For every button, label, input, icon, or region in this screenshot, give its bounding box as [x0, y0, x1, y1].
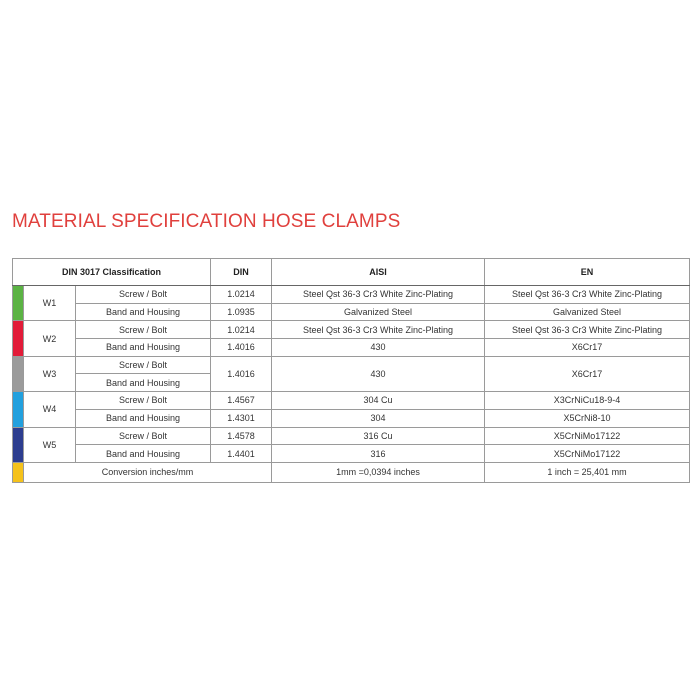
component-type: Screw / Bolt — [76, 356, 211, 374]
conversion-row — [13, 462, 690, 482]
w5-color-bar — [13, 427, 24, 462]
component-type: Screw / Bolt — [76, 286, 211, 304]
aisi-value: 304 — [272, 409, 485, 427]
component-type: Screw / Bolt — [76, 427, 211, 445]
en-value: X3CrNiCu18-9-4 — [485, 392, 690, 410]
aisi-value: 316 — [272, 445, 485, 463]
din-value: 1.4016 — [211, 356, 272, 391]
en-value: Galvanized Steel — [485, 303, 690, 321]
table-row — [13, 427, 690, 445]
header-en: EN — [485, 259, 690, 286]
en-value: Steel Qst 36-3 Cr3 White Zinc-Plating — [485, 286, 690, 304]
din-value: 1.0214 — [211, 321, 272, 339]
page-title: MATERIAL SPECIFICATION HOSE CLAMPS — [12, 211, 401, 232]
component-type: Band and Housing — [76, 445, 211, 463]
class-label-w1: W1 — [24, 286, 76, 321]
en-value: X6Cr17 — [485, 339, 690, 357]
din-value: 1.0935 — [211, 303, 272, 321]
header-din: DIN — [211, 259, 272, 286]
aisi-value: 430 — [272, 356, 485, 391]
table-row — [13, 356, 690, 374]
component-type: Screw / Bolt — [76, 321, 211, 339]
table-header-row — [13, 259, 690, 286]
aisi-value: Steel Qst 36-3 Cr3 White Zinc-Plating — [272, 321, 485, 339]
component-type: Band and Housing — [76, 409, 211, 427]
component-type: Band and Housing — [76, 374, 211, 392]
component-type: Screw / Bolt — [76, 392, 211, 410]
header-aisi: AISI — [272, 259, 485, 286]
din-value: 1.4016 — [211, 339, 272, 357]
table-row — [13, 409, 690, 427]
class-label-w5: W5 — [24, 427, 76, 462]
en-value: X5CrNiMo17122 — [485, 445, 690, 463]
conversion-en: 1 inch = 25,401 mm — [485, 462, 690, 482]
component-type: Band and Housing — [76, 303, 211, 321]
class-label-w2: W2 — [24, 321, 76, 356]
w4-color-bar — [13, 392, 24, 427]
en-value: Steel Qst 36-3 Cr3 White Zinc-Plating — [485, 321, 690, 339]
din-value: 1.4401 — [211, 445, 272, 463]
conversion-aisi: 1mm =0,0394 inches — [272, 462, 485, 482]
class-label-w3: W3 — [24, 356, 76, 391]
din-value: 1.4567 — [211, 392, 272, 410]
din-value: 1.0214 — [211, 286, 272, 304]
aisi-value: Galvanized Steel — [272, 303, 485, 321]
table-row — [13, 321, 690, 339]
component-type: Band and Housing — [76, 339, 211, 357]
material-spec-table — [12, 258, 690, 483]
table-row — [13, 286, 690, 304]
en-value: X5CrNiMo17122 — [485, 427, 690, 445]
conversion-label: Conversion inches/mm — [24, 462, 272, 482]
table-row — [13, 445, 690, 463]
w2-color-bar — [13, 321, 24, 356]
table-row — [13, 303, 690, 321]
en-value: X6Cr17 — [485, 356, 690, 391]
table-row — [13, 392, 690, 410]
conversion-color-bar — [13, 462, 24, 482]
w3-color-bar — [13, 356, 24, 391]
w1-color-bar — [13, 286, 24, 321]
din-value: 1.4301 — [211, 409, 272, 427]
aisi-value: 316 Cu — [272, 427, 485, 445]
din-value: 1.4578 — [211, 427, 272, 445]
table-row — [13, 339, 690, 357]
header-classification: DIN 3017 Classification — [13, 259, 211, 286]
class-label-w4: W4 — [24, 392, 76, 427]
aisi-value: 430 — [272, 339, 485, 357]
en-value: X5CrNi8-10 — [485, 409, 690, 427]
aisi-value: 304 Cu — [272, 392, 485, 410]
aisi-value: Steel Qst 36-3 Cr3 White Zinc-Plating — [272, 286, 485, 304]
